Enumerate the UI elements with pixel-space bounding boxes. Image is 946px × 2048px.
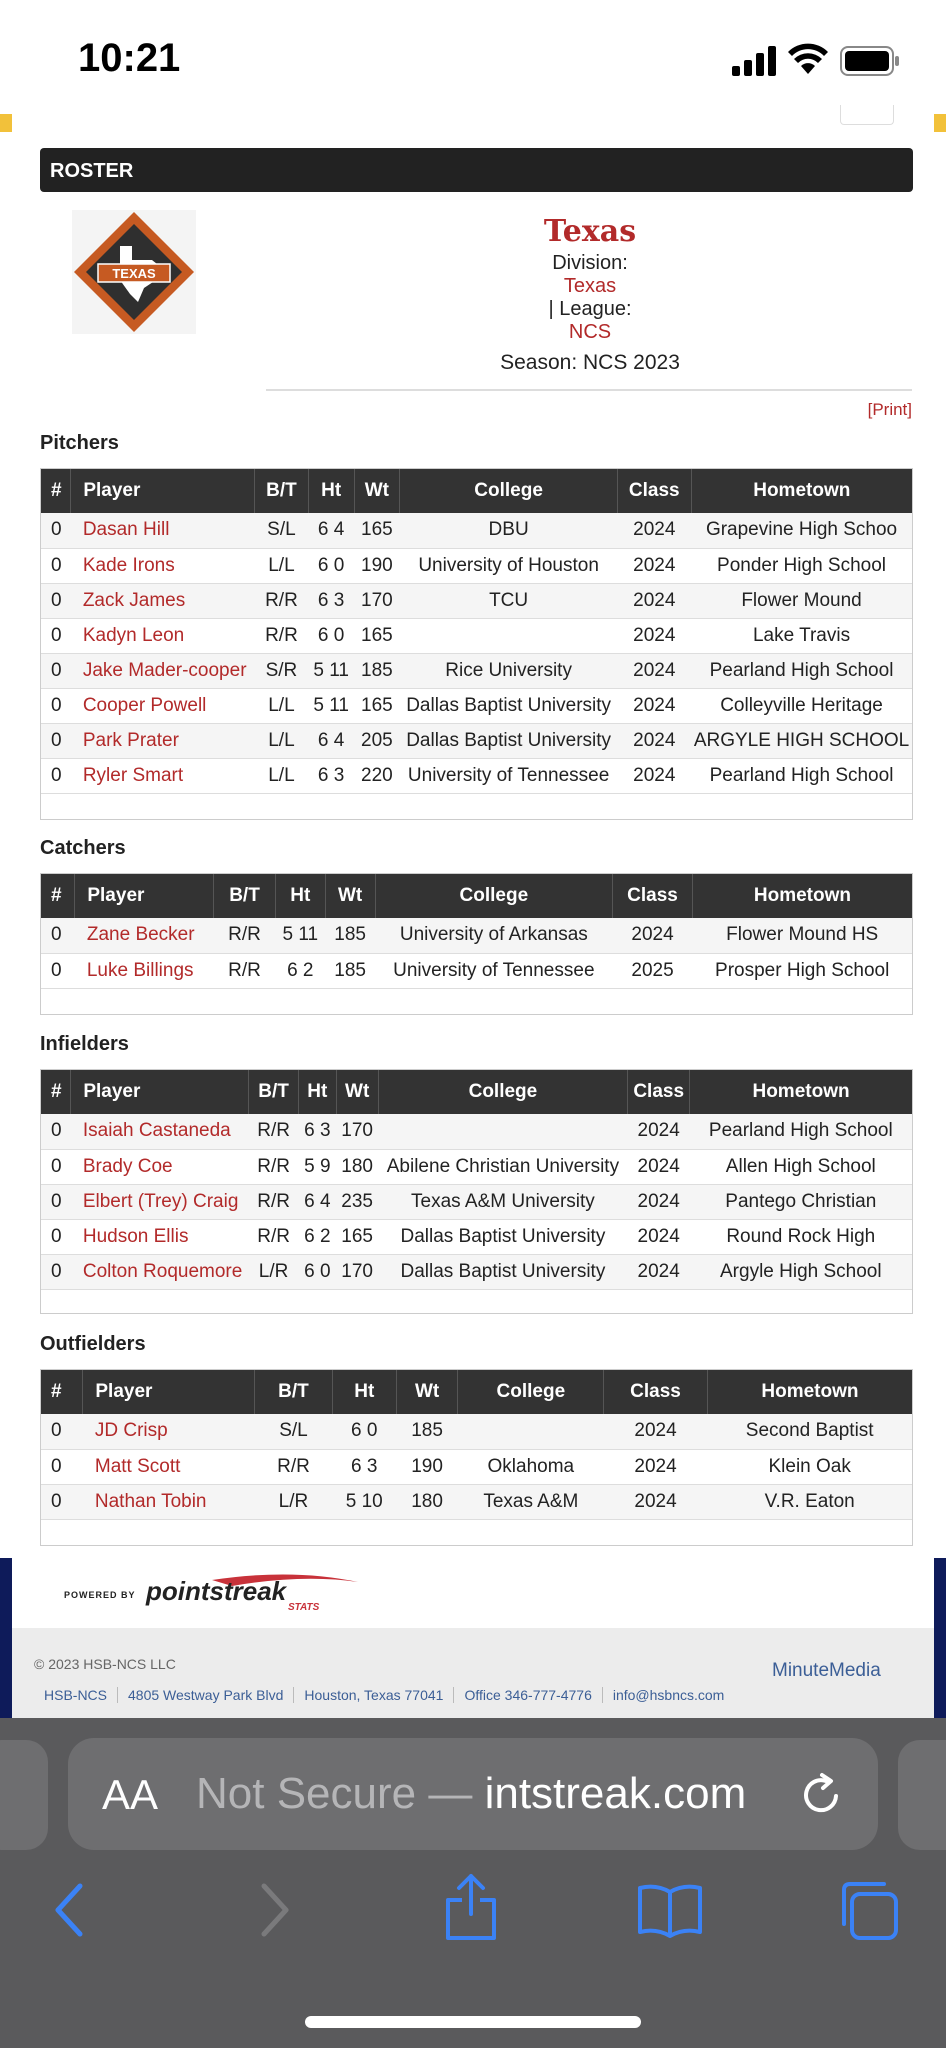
class-year-cell: 2024 bbox=[617, 513, 691, 548]
player-name-link-cell bbox=[71, 1149, 249, 1184]
height-cell: 6 4 bbox=[308, 723, 354, 758]
weight-cell: 220 bbox=[354, 758, 400, 793]
col-bt[interactable]: B/T bbox=[255, 469, 309, 513]
player-name-link[interactable]: Dasan Hill bbox=[82, 519, 170, 541]
weight-cell: 185 bbox=[396, 1414, 458, 1449]
tabs-icon[interactable] bbox=[836, 1878, 900, 1942]
player-number-cell: 0 bbox=[41, 513, 71, 548]
table-row bbox=[41, 618, 912, 653]
weight-cell: 205 bbox=[354, 723, 400, 758]
hometown-cell: Pearland High School bbox=[690, 1114, 912, 1149]
college-cell: University of Tennessee bbox=[375, 953, 613, 988]
college-cell: Rice University bbox=[400, 653, 618, 688]
col-hometown[interactable]: Hometown bbox=[707, 1370, 912, 1414]
section-title-infielders: Infielders bbox=[40, 1033, 129, 1055]
player-number-cell: 0 bbox=[41, 1114, 71, 1149]
hometown-cell: ARGYLE HIGH SCHOOL bbox=[691, 723, 912, 758]
player-name-link-cell bbox=[71, 1184, 249, 1219]
col-num: # bbox=[41, 469, 71, 513]
copyright-text: © 2023 HSB-NCS LLC bbox=[34, 1656, 176, 1672]
player-name-link[interactable]: Brady Coe bbox=[82, 1155, 173, 1177]
hometown-cell: Flower Mound HS bbox=[692, 918, 912, 953]
col-wt[interactable]: Wt bbox=[325, 874, 375, 918]
table-row bbox=[41, 1114, 912, 1149]
table-header-row bbox=[41, 874, 912, 918]
height-cell: 6 4 bbox=[298, 1184, 336, 1219]
height-cell: 6 2 bbox=[275, 953, 325, 988]
col-player[interactable]: Player bbox=[71, 469, 255, 513]
player-name-link-cell bbox=[83, 1414, 255, 1449]
table-row bbox=[41, 548, 912, 583]
class-year-cell: 2024 bbox=[628, 1254, 690, 1289]
player-name-link-cell bbox=[71, 653, 255, 688]
college-cell: University of Houston bbox=[400, 548, 618, 583]
class-year-cell: 2024 bbox=[604, 1414, 708, 1449]
college-cell: Dallas Baptist University bbox=[400, 688, 618, 723]
powered-by-text: POWERED BY bbox=[64, 1590, 136, 1600]
footer-links bbox=[34, 1687, 734, 1703]
player-name-link-cell bbox=[71, 513, 255, 548]
weight-cell: 190 bbox=[354, 548, 400, 583]
reload-icon[interactable] bbox=[798, 1772, 844, 1818]
bats-throws-cell: L/L bbox=[255, 688, 309, 723]
table-row bbox=[41, 758, 912, 793]
player-name-link-cell bbox=[75, 918, 214, 953]
status-bar bbox=[0, 0, 946, 112]
hometown-cell: Argyle High School bbox=[690, 1254, 912, 1289]
class-year-cell: 2025 bbox=[613, 953, 693, 988]
class-year-cell: 2024 bbox=[617, 583, 691, 618]
col-class[interactable]: Class bbox=[613, 874, 693, 918]
height-cell: 6 3 bbox=[308, 583, 354, 618]
col-college[interactable]: College bbox=[375, 874, 613, 918]
weight-cell: 165 bbox=[354, 513, 400, 548]
col-wt[interactable]: Wt bbox=[336, 1070, 378, 1114]
col-bt[interactable]: B/T bbox=[255, 1370, 333, 1414]
player-name-link-cell bbox=[71, 723, 255, 758]
table-row bbox=[41, 918, 912, 953]
weight-cell: 165 bbox=[336, 1219, 378, 1254]
height-cell: 6 0 bbox=[298, 1254, 336, 1289]
col-college[interactable]: College bbox=[378, 1070, 628, 1114]
next-tab-peek[interactable] bbox=[898, 1740, 946, 1850]
hometown-cell: V.R. Eaton bbox=[707, 1484, 912, 1519]
height-cell: 5 11 bbox=[308, 653, 354, 688]
pointstreak-logo[interactable] bbox=[62, 1568, 362, 1612]
college-cell bbox=[458, 1414, 604, 1449]
player-name-link[interactable]: Matt Scott bbox=[94, 1455, 181, 1477]
class-year-cell: 2024 bbox=[617, 653, 691, 688]
table-row bbox=[41, 513, 912, 548]
url-domain: intstreak.com bbox=[484, 1769, 747, 1818]
player-number-cell: 0 bbox=[41, 1219, 71, 1254]
brand-text: pointstreak bbox=[146, 1576, 287, 1606]
player-name-link-cell bbox=[71, 1254, 249, 1289]
col-college[interactable]: College bbox=[400, 469, 618, 513]
weight-cell: 190 bbox=[396, 1449, 458, 1484]
college-cell: University of Arkansas bbox=[375, 918, 613, 953]
bats-throws-cell: S/L bbox=[255, 1414, 333, 1449]
hometown-cell: Pearland High School bbox=[691, 653, 912, 688]
share-icon[interactable] bbox=[444, 1872, 498, 1942]
hometown-cell: Flower Mound bbox=[691, 583, 912, 618]
player-number-cell: 0 bbox=[41, 918, 75, 953]
player-name-link-cell bbox=[75, 953, 214, 988]
col-num: # bbox=[41, 1370, 83, 1414]
bats-throws-cell: L/L bbox=[255, 548, 309, 583]
outfielders-table bbox=[40, 1369, 913, 1546]
height-cell: 6 3 bbox=[308, 758, 354, 793]
pitchers-table bbox=[40, 468, 913, 820]
table-row bbox=[41, 1414, 912, 1449]
logo-text: TEXAS bbox=[112, 266, 156, 281]
weight-cell: 170 bbox=[354, 583, 400, 618]
section-title-catchers: Catchers bbox=[40, 837, 126, 859]
hometown-cell: Ponder High School bbox=[691, 548, 912, 583]
height-cell: 6 3 bbox=[332, 1449, 396, 1484]
height-cell: 6 0 bbox=[308, 548, 354, 583]
height-cell: 6 0 bbox=[332, 1414, 396, 1449]
col-hometown[interactable]: Hometown bbox=[691, 469, 912, 513]
table-header-row bbox=[41, 1370, 912, 1414]
weight-cell: 185 bbox=[354, 653, 400, 688]
college-cell: University of Tennessee bbox=[400, 758, 618, 793]
table-row bbox=[41, 1184, 912, 1219]
footer-accent-left bbox=[0, 1558, 12, 1718]
footer-link-city[interactable]: Houston, Texas 77041 bbox=[293, 1687, 453, 1703]
player-number-cell: 0 bbox=[41, 1254, 71, 1289]
class-year-cell: 2024 bbox=[628, 1114, 690, 1149]
player-name-link-cell bbox=[71, 688, 255, 723]
url-text[interactable] bbox=[196, 1769, 746, 1819]
player-number-cell: 0 bbox=[41, 1149, 71, 1184]
college-cell: TCU bbox=[400, 583, 618, 618]
hometown-cell: Colleyville Heritage bbox=[691, 688, 912, 723]
catchers-table bbox=[40, 873, 913, 1015]
bats-throws-cell: R/R bbox=[255, 583, 309, 618]
section-title-outfielders: Outfielders bbox=[40, 1333, 146, 1355]
divider bbox=[266, 389, 912, 391]
col-wt[interactable]: Wt bbox=[354, 469, 400, 513]
height-cell: 6 4 bbox=[308, 513, 354, 548]
player-number-cell: 0 bbox=[41, 688, 71, 723]
college-cell: DBU bbox=[400, 513, 618, 548]
player-name-link[interactable]: Nathan Tobin bbox=[94, 1490, 207, 1512]
bookmarks-icon[interactable] bbox=[636, 1882, 704, 1938]
college-cell: Dallas Baptist University bbox=[378, 1254, 628, 1289]
bats-throws-cell: R/R bbox=[249, 1219, 299, 1254]
college-cell: Oklahoma bbox=[458, 1449, 604, 1484]
player-name-link[interactable]: Isaiah Castaneda bbox=[82, 1120, 231, 1142]
table-header-row bbox=[41, 469, 912, 513]
col-hometown[interactable]: Hometown bbox=[690, 1070, 912, 1114]
col-num: # bbox=[41, 1070, 71, 1114]
league-link[interactable]: NCS bbox=[568, 321, 612, 343]
team-logo bbox=[72, 210, 196, 334]
player-name-link-cell bbox=[71, 758, 255, 793]
bats-throws-cell: R/R bbox=[214, 953, 276, 988]
table-row bbox=[41, 1219, 912, 1254]
col-ht[interactable]: Ht bbox=[275, 874, 325, 918]
table-row bbox=[41, 1149, 912, 1184]
class-year-cell: 2024 bbox=[617, 548, 691, 583]
weight-cell: 165 bbox=[354, 688, 400, 723]
top-menu-box[interactable] bbox=[840, 105, 894, 125]
table-row bbox=[41, 1449, 912, 1484]
player-number-cell: 0 bbox=[41, 618, 71, 653]
status-time: 10:21 bbox=[78, 36, 181, 80]
player-number-cell: 0 bbox=[41, 953, 75, 988]
class-year-cell: 2024 bbox=[604, 1484, 708, 1519]
player-name-link[interactable]: JD Crisp bbox=[94, 1420, 168, 1442]
hometown-cell: Allen High School bbox=[690, 1149, 912, 1184]
player-number-cell: 0 bbox=[41, 1449, 83, 1484]
back-icon[interactable] bbox=[50, 1880, 90, 1940]
bats-throws-cell: L/L bbox=[255, 758, 309, 793]
height-cell: 5 11 bbox=[275, 918, 325, 953]
class-year-cell: 2024 bbox=[613, 918, 693, 953]
player-name-link-cell bbox=[71, 1219, 249, 1254]
col-class[interactable]: Class bbox=[628, 1070, 690, 1114]
height-cell: 5 9 bbox=[298, 1149, 336, 1184]
hometown-cell: Prosper High School bbox=[692, 953, 912, 988]
player-name-link[interactable]: Cooper Powell bbox=[82, 694, 207, 716]
season-label: Season: NCS 2023 bbox=[500, 351, 680, 374]
reader-aa-button[interactable]: AA bbox=[102, 1771, 159, 1818]
bats-throws-cell: S/L bbox=[255, 513, 309, 548]
table-row bbox=[41, 723, 912, 758]
player-number-cell: 0 bbox=[41, 723, 71, 758]
class-year-cell: 2024 bbox=[604, 1449, 708, 1484]
player-name-link[interactable]: Ryler Smart bbox=[82, 764, 184, 786]
roster-header: ROSTER bbox=[40, 148, 913, 192]
bats-throws-cell: R/R bbox=[255, 618, 309, 653]
college-cell: Texas A&M bbox=[458, 1484, 604, 1519]
class-year-cell: 2024 bbox=[628, 1184, 690, 1219]
bats-throws-cell: L/R bbox=[255, 1484, 333, 1519]
forward-icon[interactable] bbox=[254, 1880, 294, 1940]
college-cell: Dallas Baptist University bbox=[400, 723, 618, 758]
player-name-link-cell bbox=[71, 618, 255, 653]
weight-cell: 235 bbox=[336, 1184, 378, 1219]
bats-throws-cell: L/L bbox=[255, 723, 309, 758]
player-name-link-cell bbox=[83, 1449, 255, 1484]
hometown-cell: Klein Oak bbox=[707, 1449, 912, 1484]
player-name-link[interactable]: Hudson Ellis bbox=[82, 1225, 189, 1247]
table-row bbox=[41, 688, 912, 723]
weight-cell: 170 bbox=[336, 1114, 378, 1149]
height-cell: 6 0 bbox=[308, 618, 354, 653]
hometown-cell: Pearland High School bbox=[691, 758, 912, 793]
col-hometown[interactable]: Hometown bbox=[692, 874, 912, 918]
side-accent-left bbox=[0, 114, 12, 132]
player-number-cell: 0 bbox=[41, 758, 71, 793]
player-name-link[interactable]: Kade Irons bbox=[82, 554, 175, 576]
hometown-cell: Grapevine High Schoo bbox=[691, 513, 912, 548]
college-cell bbox=[378, 1114, 628, 1149]
height-cell: 5 10 bbox=[332, 1484, 396, 1519]
height-cell: 6 2 bbox=[298, 1219, 336, 1254]
col-ht[interactable]: Ht bbox=[332, 1370, 396, 1414]
player-number-cell: 0 bbox=[41, 1484, 83, 1519]
brand-sub-text: STATS bbox=[288, 1602, 320, 1612]
college-cell: Texas A&M University bbox=[378, 1184, 628, 1219]
bats-throws-cell: R/R bbox=[249, 1184, 299, 1219]
player-name-link[interactable]: Jake Mader-cooper bbox=[82, 659, 247, 681]
col-class[interactable]: Class bbox=[617, 469, 691, 513]
weight-cell: 180 bbox=[336, 1149, 378, 1184]
col-ht[interactable]: Ht bbox=[308, 469, 354, 513]
player-name-link-cell bbox=[83, 1484, 255, 1519]
hometown-cell: Second Baptist bbox=[707, 1414, 912, 1449]
division-label: Division: bbox=[552, 252, 628, 274]
col-bt[interactable]: B/T bbox=[214, 874, 276, 918]
player-name-link[interactable]: Colton Roquemore bbox=[82, 1260, 243, 1282]
bats-throws-cell: R/R bbox=[255, 1449, 333, 1484]
hometown-cell: Pantego Christian bbox=[690, 1184, 912, 1219]
weight-cell: 165 bbox=[354, 618, 400, 653]
battery-icon bbox=[840, 46, 900, 76]
col-college[interactable]: College bbox=[458, 1370, 604, 1414]
side-accent-right bbox=[934, 114, 946, 132]
print-link[interactable]: [Print] bbox=[867, 400, 912, 419]
col-player[interactable]: Player bbox=[75, 874, 214, 918]
col-class[interactable]: Class bbox=[604, 1370, 708, 1414]
table-row bbox=[41, 653, 912, 688]
hometown-cell: Lake Travis bbox=[691, 618, 912, 653]
player-name-link[interactable]: Kadyn Leon bbox=[82, 624, 185, 646]
footer-accent-right bbox=[934, 1558, 946, 1718]
table-row bbox=[41, 1484, 912, 1519]
player-name-link[interactable]: Zane Becker bbox=[86, 924, 195, 946]
class-year-cell: 2024 bbox=[617, 688, 691, 723]
bats-throws-cell: S/R bbox=[255, 653, 309, 688]
league-label: | League: bbox=[548, 298, 632, 320]
player-name-link[interactable]: Luke Billings bbox=[86, 959, 194, 981]
class-year-cell: 2024 bbox=[628, 1219, 690, 1254]
not-secure-label: Not Secure — bbox=[196, 1769, 473, 1818]
weight-cell: 185 bbox=[325, 953, 375, 988]
bats-throws-cell: R/R bbox=[249, 1114, 299, 1149]
player-name-link[interactable]: Elbert (Trey) Craig bbox=[82, 1190, 239, 1212]
player-name-link-cell bbox=[71, 548, 255, 583]
previous-tab-peek[interactable] bbox=[0, 1740, 48, 1850]
section-title-pitchers: Pitchers bbox=[40, 432, 119, 454]
college-cell: Abilene Christian University bbox=[378, 1149, 628, 1184]
bats-throws-cell: R/R bbox=[214, 918, 276, 953]
col-wt[interactable]: Wt bbox=[396, 1370, 458, 1414]
class-year-cell: 2024 bbox=[617, 723, 691, 758]
team-name: Texas bbox=[543, 214, 637, 249]
col-player[interactable]: Player bbox=[71, 1070, 249, 1114]
weight-cell: 170 bbox=[336, 1254, 378, 1289]
player-name-link[interactable]: Park Prater bbox=[82, 729, 179, 751]
table-row bbox=[41, 953, 912, 988]
division-link[interactable]: Texas bbox=[563, 275, 617, 297]
player-number-cell: 0 bbox=[41, 583, 71, 618]
footer-link-email[interactable]: info@hsbncs.com bbox=[602, 1687, 734, 1703]
home-indicator[interactable] bbox=[305, 2016, 641, 2028]
player-name-link-cell bbox=[71, 1114, 249, 1149]
college-cell: Dallas Baptist University bbox=[378, 1219, 628, 1254]
class-year-cell: 2024 bbox=[617, 758, 691, 793]
class-year-cell: 2024 bbox=[617, 618, 691, 653]
player-name-link-cell bbox=[71, 583, 255, 618]
infielders-table bbox=[40, 1069, 913, 1314]
weight-cell: 185 bbox=[325, 918, 375, 953]
footer-link-address[interactable]: 4805 Westway Park Blvd bbox=[117, 1687, 293, 1703]
table-header-row bbox=[41, 1070, 912, 1114]
footer-link-hsbncs[interactable]: HSB-NCS bbox=[44, 1687, 108, 1703]
hometown-cell: Round Rock High bbox=[690, 1219, 912, 1254]
col-bt[interactable]: B/T bbox=[249, 1070, 299, 1114]
class-year-cell: 2024 bbox=[628, 1149, 690, 1184]
col-ht[interactable]: Ht bbox=[298, 1070, 336, 1114]
cellular-signal-icon bbox=[732, 46, 778, 76]
bats-throws-cell: L/R bbox=[249, 1254, 299, 1289]
college-cell bbox=[400, 618, 618, 653]
minute-media-link[interactable]: MinuteMedia bbox=[772, 1660, 881, 1681]
player-number-cell: 0 bbox=[41, 1184, 71, 1219]
player-number-cell: 0 bbox=[41, 1414, 83, 1449]
height-cell: 5 11 bbox=[308, 688, 354, 723]
player-number-cell: 0 bbox=[41, 548, 71, 583]
footer-link-phone[interactable]: Office 346-777-4776 bbox=[453, 1687, 601, 1703]
col-num: # bbox=[41, 874, 75, 918]
team-info bbox=[268, 212, 912, 378]
height-cell: 6 3 bbox=[298, 1114, 336, 1149]
table-row bbox=[41, 583, 912, 618]
table-row bbox=[41, 1254, 912, 1289]
player-number-cell: 0 bbox=[41, 653, 71, 688]
weight-cell: 180 bbox=[396, 1484, 458, 1519]
player-name-link[interactable]: Zack James bbox=[82, 589, 186, 611]
bats-throws-cell: R/R bbox=[249, 1149, 299, 1184]
col-player[interactable]: Player bbox=[83, 1370, 255, 1414]
wifi-icon bbox=[788, 42, 828, 76]
